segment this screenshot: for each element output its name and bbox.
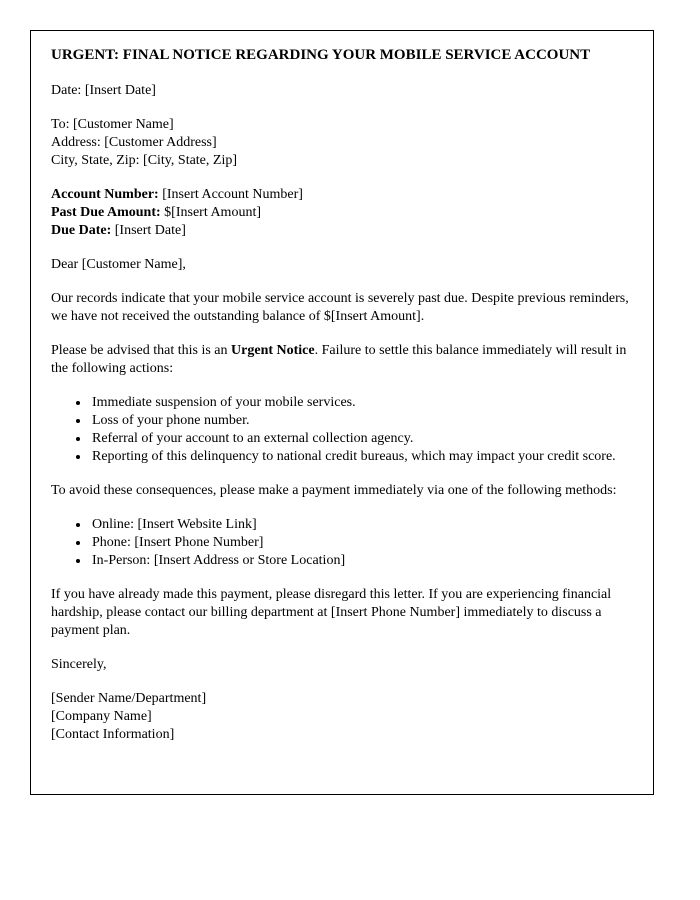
closing: Sincerely, [51, 657, 107, 672]
signature-sender: [Sender Name/Department] [51, 691, 207, 706]
date-line: Date: [Insert Date] [51, 83, 156, 98]
past-due-amount-line [51, 204, 633, 222]
account-number-label: Account Number: [51, 187, 159, 202]
recipient-block [51, 116, 633, 170]
past-due-amount-value: $[Insert Amount] [160, 205, 261, 220]
paragraph-disregard: If you have already made this payment, please disregard this letter. If you are experiencing financial hardship, please contact our billing department at [Insert Phone Number] immediately to discuss a payment plan. [51, 587, 612, 638]
urgent-notice-pre: Please be advised that this is an [51, 343, 232, 358]
account-number-value: [Insert Account Number] [158, 187, 303, 202]
list-item: • Immediate suspension of your mobile services. [90, 394, 633, 412]
letter-container [30, 30, 654, 795]
signature-contact: [Contact Information] [51, 727, 175, 742]
urgent-notice-bold: Urgent Notice [231, 343, 315, 358]
past-due-amount-label: Past Due Amount: [51, 205, 161, 220]
recipient-city-state-zip: City, State, Zip: [City, State, Zip] [51, 153, 237, 168]
paragraph-records: Our records indicate that your mobile service account is severely past due. Despite previous reminders, we have not received the outstanding balance of $[Insert Amount]. [51, 291, 629, 324]
signature-company: [Company Name] [51, 709, 152, 724]
due-date-value: [Insert Date] [111, 223, 186, 238]
list-item: • Loss of your phone number. [90, 412, 633, 430]
salutation: Dear [Customer Name], [51, 257, 186, 272]
list-item: • Phone: [Insert Phone Number] [90, 534, 633, 552]
consequences-list [51, 394, 633, 466]
recipient-to: To: [Customer Name] [51, 117, 174, 132]
due-date-line [51, 222, 633, 240]
recipient-address: Address: [Customer Address] [51, 135, 217, 150]
urgent-notice-post: . Failure to settle this balance immediately will result in the following actions: [51, 343, 627, 376]
list-item: • Referral of your account to an external collection agency. [90, 430, 633, 448]
list-item: • In-Person: [Insert Address or Store Location] [90, 552, 633, 570]
list-item: • Reporting of this delinquency to national credit bureaus, which may impact your credit score. [90, 448, 633, 466]
account-details-block [51, 186, 633, 240]
paragraph-avoid: To avoid these consequences, please make a payment immediately via one of the following methods: [51, 483, 617, 498]
account-number-line [51, 186, 633, 204]
payment-methods-list [51, 516, 633, 570]
letter-title: URGENT: FINAL NOTICE REGARDING YOUR MOBILE SERVICE ACCOUNT [51, 47, 591, 63]
signature-block [51, 690, 633, 744]
due-date-label: Due Date: [51, 223, 112, 238]
paragraph-urgent-notice [51, 342, 633, 378]
list-item: • Online: [Insert Website Link] [90, 516, 633, 534]
